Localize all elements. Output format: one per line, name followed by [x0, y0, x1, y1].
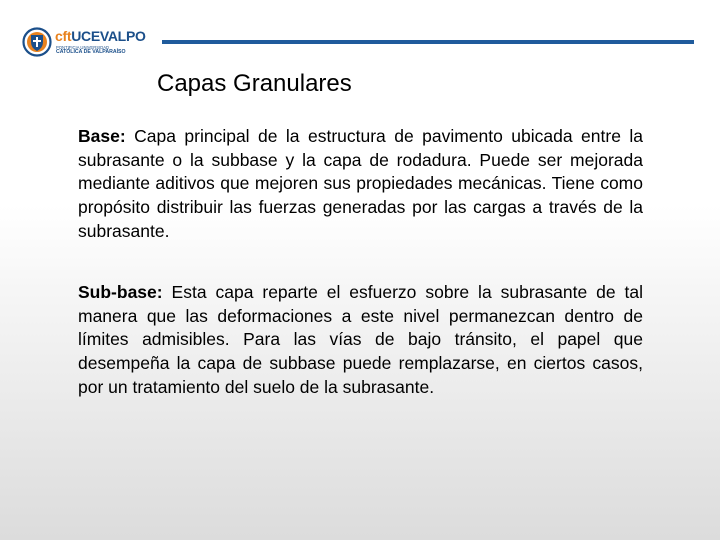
logo-cft-text: cft — [55, 28, 72, 44]
logo-subline — [56, 45, 126, 55]
paragraph-base-text: Capa principal de la estructura de pavimento ubicada entre la subrasante o la subbase y la capa de rodadura. Puede ser mejorada mediante aditivos que mejoren sus propiedades mecánicas. Tiene como propósito distribuir las fuerzas generadas por las cargas a través de la subrasante. — [78, 126, 643, 241]
header-rule — [162, 40, 694, 44]
logo-ucevalpo-text: UCEVALPO — [71, 28, 146, 44]
logo — [22, 27, 157, 63]
logo-subline-1: PONTIFICIA UNIVERSIDAD — [56, 45, 110, 50]
ucv-shield-emblem-icon — [22, 27, 52, 57]
logo-subline-2: CATÓLICA DE VALPARAÍSO — [56, 49, 126, 55]
term-subbase: Sub-base: — [78, 282, 163, 302]
page-title: Capas Granulares — [157, 70, 352, 97]
logo-wordmark — [55, 28, 146, 44]
paragraph-subbase — [78, 281, 643, 400]
paragraph-base — [78, 125, 643, 244]
paragraph-subbase-text: Esta capa reparte el esfuerzo sobre la subrasante de tal manera que las deformaciones a este nivel permanezcan dentro de límites admisibles. Para las vías de bajo tránsito, el papel que desempeña la capa de subbase puede remplazarse, en ciertos casos, por un tratamiento del suelo de la subrasante. — [78, 282, 643, 397]
term-base: Base: — [78, 126, 126, 146]
